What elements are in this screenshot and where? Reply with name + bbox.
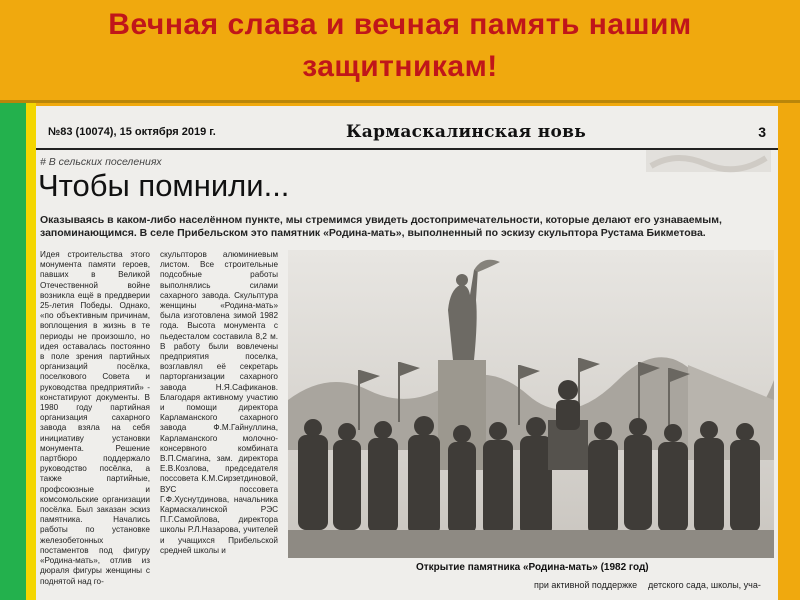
- article-headline: Чтобы помнили...: [38, 168, 290, 203]
- newspaper-clipping: [36, 106, 778, 600]
- section-rubric: # В сельских поселениях: [40, 156, 162, 168]
- page-number: 3: [758, 124, 766, 140]
- bottom-text-right: детского сада, школы, уча-: [648, 580, 761, 590]
- monument-opening-photo: [288, 250, 774, 558]
- yellow-stripe: [26, 103, 36, 600]
- right-margin: [778, 103, 800, 600]
- green-stripe: [0, 103, 26, 600]
- bottom-text-left: при активной поддержке: [534, 580, 638, 590]
- article-column-2: [160, 250, 278, 580]
- issue-number: №83 (10074), 15 октября 2019 г.: [48, 126, 216, 138]
- title-line-1: Вечная слава и вечная память нашим: [108, 8, 692, 41]
- photo-caption: Открытие памятника «Родина-мать» (1982 год): [416, 562, 649, 573]
- column-2-text: скульпторов алюминиевым листом. Все строительные подсобные работы выполнялись силами сахарного завода. Скульптура женщины «Родина-мать» была изготовлена зимой 1982 года. Высота монумента с пьедесталом составила 8,2 м. В работу были вовлечены предприятия поселка, возглавлял её секретарь парторганизации сахарного завода Н.Я.Сафиканов. Благодаря активному участию и помощи директора Карламанского сахарного завода Ф.М.Гайнуллина, Карламанского молочно-консервного комбината В.П.Смагина, зам. директора Е.В.Козлова, председателя поссовета К.М.Сирзетдиновой, ВУС поссовета Г.Ф.Хуснутдинова, начальника Кармаскалинской РЭС П.Г.Самойлова, директора школы Р.Л.Назарова, учителей и учащихся Прибельской средней школы и: [160, 250, 278, 555]
- article-lead: Оказываясь в каком-либо населённом пункте, мы стремимся увидеть достопримечательности, которые делают его узнаваемым, запоминающимся. В селе Прибельском это памятник «Родина-мать», выполненный по эскизу скульптора Рустама Бикметова.: [40, 214, 722, 239]
- article-column-1: [40, 250, 150, 586]
- column-1-text: Идея строительства этого монумента памяти героев, павших в Великой Отечественной войне возникла ещё в преддверии 25-летия Победы. Однако, «по объективным причинам, воплощения в жизнь в те периоды не произошло, но идея оставалась постоянно в поле зрения партийных организаций посёлка, поселкового Совета и руководства предприятий» - констатируют документы. В 1980 году партийная организация сахарного завода взяла на себя инициативу установки монумента. Решение партбюро поддержало руководство посёлка, а также партийные, профсоюзные и комсомольские организации посёлка. Был заказан эскиз памятника. Начались работы по установке железобетонных постаментов под фигуру «Родина-мать», отлив из дюраля фигуры женщины с поднятой над го-: [40, 250, 150, 586]
- blurred-ornament-icon: [646, 146, 771, 176]
- newspaper-name: Кармаскалинская новь: [346, 122, 587, 142]
- title-banner: [0, 0, 800, 103]
- title-line-2: защитникам!: [302, 50, 498, 83]
